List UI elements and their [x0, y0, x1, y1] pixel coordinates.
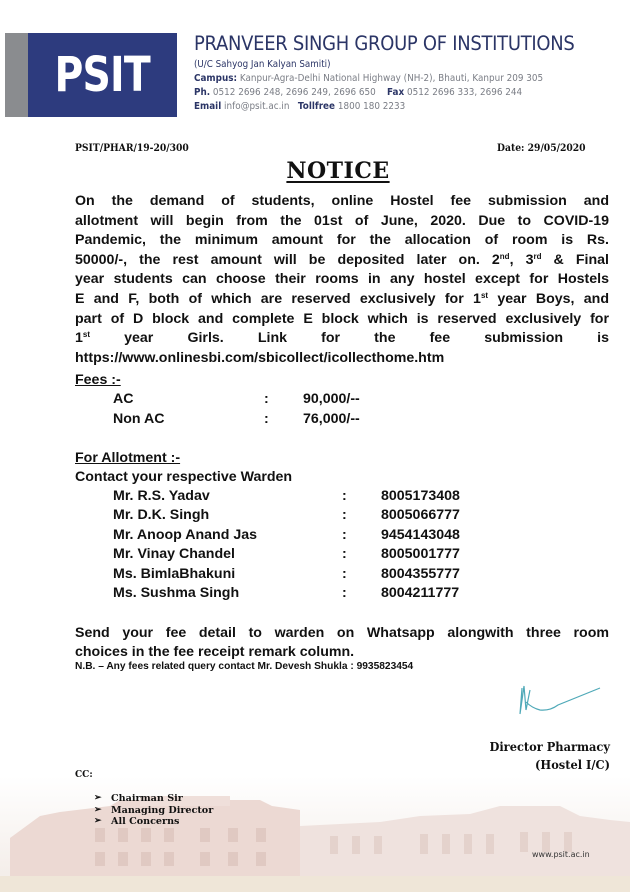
fee-label: Non AC	[113, 411, 165, 427]
fax-label: Fax	[386, 87, 405, 98]
body-line	[75, 329, 609, 349]
nb-query-contact: N.B. – Any fees related query contact Mr. Devesh Shukla : 9935823454	[75, 661, 414, 672]
campus-label: Campus:	[194, 73, 238, 84]
arrow-bullet-icon: ➢	[94, 816, 102, 826]
warden-colon: :	[342, 546, 347, 562]
campus-address	[194, 73, 575, 84]
cc-recipient: Chairman Sir	[111, 793, 183, 804]
warden-colon: :	[342, 585, 347, 601]
ordinal-suffix: rd	[533, 251, 542, 261]
warden-name: Ms. BimlaBhakuni	[113, 566, 236, 582]
warden-colon: :	[342, 488, 347, 504]
contact-warden-line: Contact your respective Warden	[75, 469, 293, 485]
fee-colon: :	[264, 411, 269, 427]
ordinal-suffix: st	[82, 330, 91, 340]
ordinal-suffix: st	[480, 290, 489, 300]
website-url[interactable]: www.psit.ac.in	[532, 850, 590, 859]
warden-phone: 9454143048	[381, 527, 460, 543]
warden-phone: 8004355777	[381, 566, 460, 582]
body-line	[75, 251, 609, 271]
body-line: Pandemic, the minimum amount for the allocation of room is Rs.	[75, 232, 609, 249]
body-text-fragment: & Final	[541, 251, 609, 268]
body-text-fragment: year Girls. Link for the fee submission is	[90, 330, 609, 347]
cc-label: CC:	[75, 770, 93, 780]
logo-text: PSIT	[54, 47, 151, 103]
cc-list	[94, 793, 213, 828]
body-text-fragment: year Boys, and	[488, 290, 609, 307]
warden-name: Ms. Sushma Singh	[113, 585, 240, 601]
arrow-bullet-icon: ➢	[94, 793, 102, 803]
logo-gray-bar	[5, 33, 28, 117]
notice-date: Date: 29/05/2020	[497, 143, 586, 154]
body-line: allotment will begin from the 01st of June, 2020. Due to COVID-19	[75, 212, 609, 229]
body-text-fragment: 1	[75, 330, 83, 347]
fee-colon: :	[264, 391, 269, 407]
instruction-line: Send your fee detail to warden on Whatsapp alongwith three room	[75, 625, 609, 641]
warden-colon: :	[342, 507, 347, 523]
notice-title: NOTICE	[286, 158, 390, 184]
org-letterhead	[194, 32, 608, 112]
warden-phone: 8004211777	[381, 585, 460, 601]
signature-mark	[510, 680, 610, 720]
phone-label: Ph.	[194, 87, 211, 98]
fee-submission-link[interactable]: https://www.onlinesbi.com/sbicollect/icollecthome.htm	[75, 349, 445, 366]
contact-email-tollfree	[194, 101, 575, 112]
fee-label: AC	[113, 391, 134, 407]
warden-phone: 8005173408	[381, 488, 460, 504]
phone-value: 0512 2696 248, 2696 249, 2696 650	[212, 87, 376, 98]
tollfree-value: 1800 180 2233	[337, 101, 406, 112]
allotment-heading: For Allotment :-	[75, 450, 181, 466]
cc-item	[94, 816, 213, 828]
fee-value: 90,000/--	[303, 391, 360, 407]
body-text-fragment: E and F, both of which are reserved exclusively for 1	[75, 290, 481, 307]
arrow-bullet-icon: ➢	[94, 804, 102, 815]
send-instructions	[75, 624, 609, 662]
warden-name: Mr. R.S. Yadav	[113, 488, 210, 504]
org-name: PRANVEER SINGH GROUP OF INSTITUTIONS	[194, 32, 575, 55]
ordinal-suffix: nd	[499, 251, 510, 261]
cc-item	[94, 805, 213, 817]
tollfree-label: Tollfree	[297, 101, 336, 112]
warden-phone: 8005001777	[381, 546, 460, 562]
signatory-line-1: Director Pharmacy	[489, 740, 610, 754]
body-line: year students can choose their rooms in any hostel except for Hostels	[75, 271, 609, 288]
cc-item	[94, 793, 213, 805]
cc-recipient: All Concerns	[111, 816, 180, 827]
campus-value: Kanpur-Agra-Delhi National Highway (NH-2), Bhauti, Kanpur 209 305	[239, 73, 544, 84]
fee-value: 76,000/--	[303, 411, 360, 427]
email-value[interactable]: info@psit.ac.in	[224, 101, 290, 112]
body-line	[75, 290, 609, 310]
warden-colon: :	[342, 527, 347, 543]
body-line: part of D block and complete E block which is reserved exclusively for	[75, 310, 609, 327]
psit-logo	[5, 33, 177, 117]
warden-name: Mr. Anoop Anand Jas	[113, 527, 257, 543]
warden-phone: 8005066777	[381, 507, 460, 523]
body-text-fragment: 50000/-, the rest amount will be deposited later on. 2	[75, 251, 500, 268]
body-text-fragment: , 3	[509, 251, 534, 268]
reference-number: PSIT/PHAR/19-20/300	[75, 143, 189, 154]
fees-heading: Fees :-	[75, 372, 121, 388]
instruction-line: choices in the fee receipt remark column.	[75, 644, 355, 660]
logo-blue-panel	[28, 33, 177, 117]
notice-body	[75, 192, 609, 368]
email-label: Email	[194, 101, 222, 112]
body-line: On the demand of students, online Hostel fee submission and	[75, 193, 609, 209]
signatory-title	[470, 738, 610, 774]
signatory-line-2: (Hostel I/C)	[535, 758, 610, 772]
warden-name: Mr. Vinay Chandel	[113, 546, 235, 562]
org-subtitle: (U/C Sahyog Jan Kalyan Samiti)	[194, 59, 331, 70]
fax-value: 0512 2696 333, 2696 244	[406, 87, 523, 98]
contact-phone-fax	[194, 87, 575, 98]
warden-name: Mr. D.K. Singh	[113, 507, 210, 523]
warden-colon: :	[342, 566, 347, 582]
cc-recipient: Managing Director	[111, 804, 214, 816]
